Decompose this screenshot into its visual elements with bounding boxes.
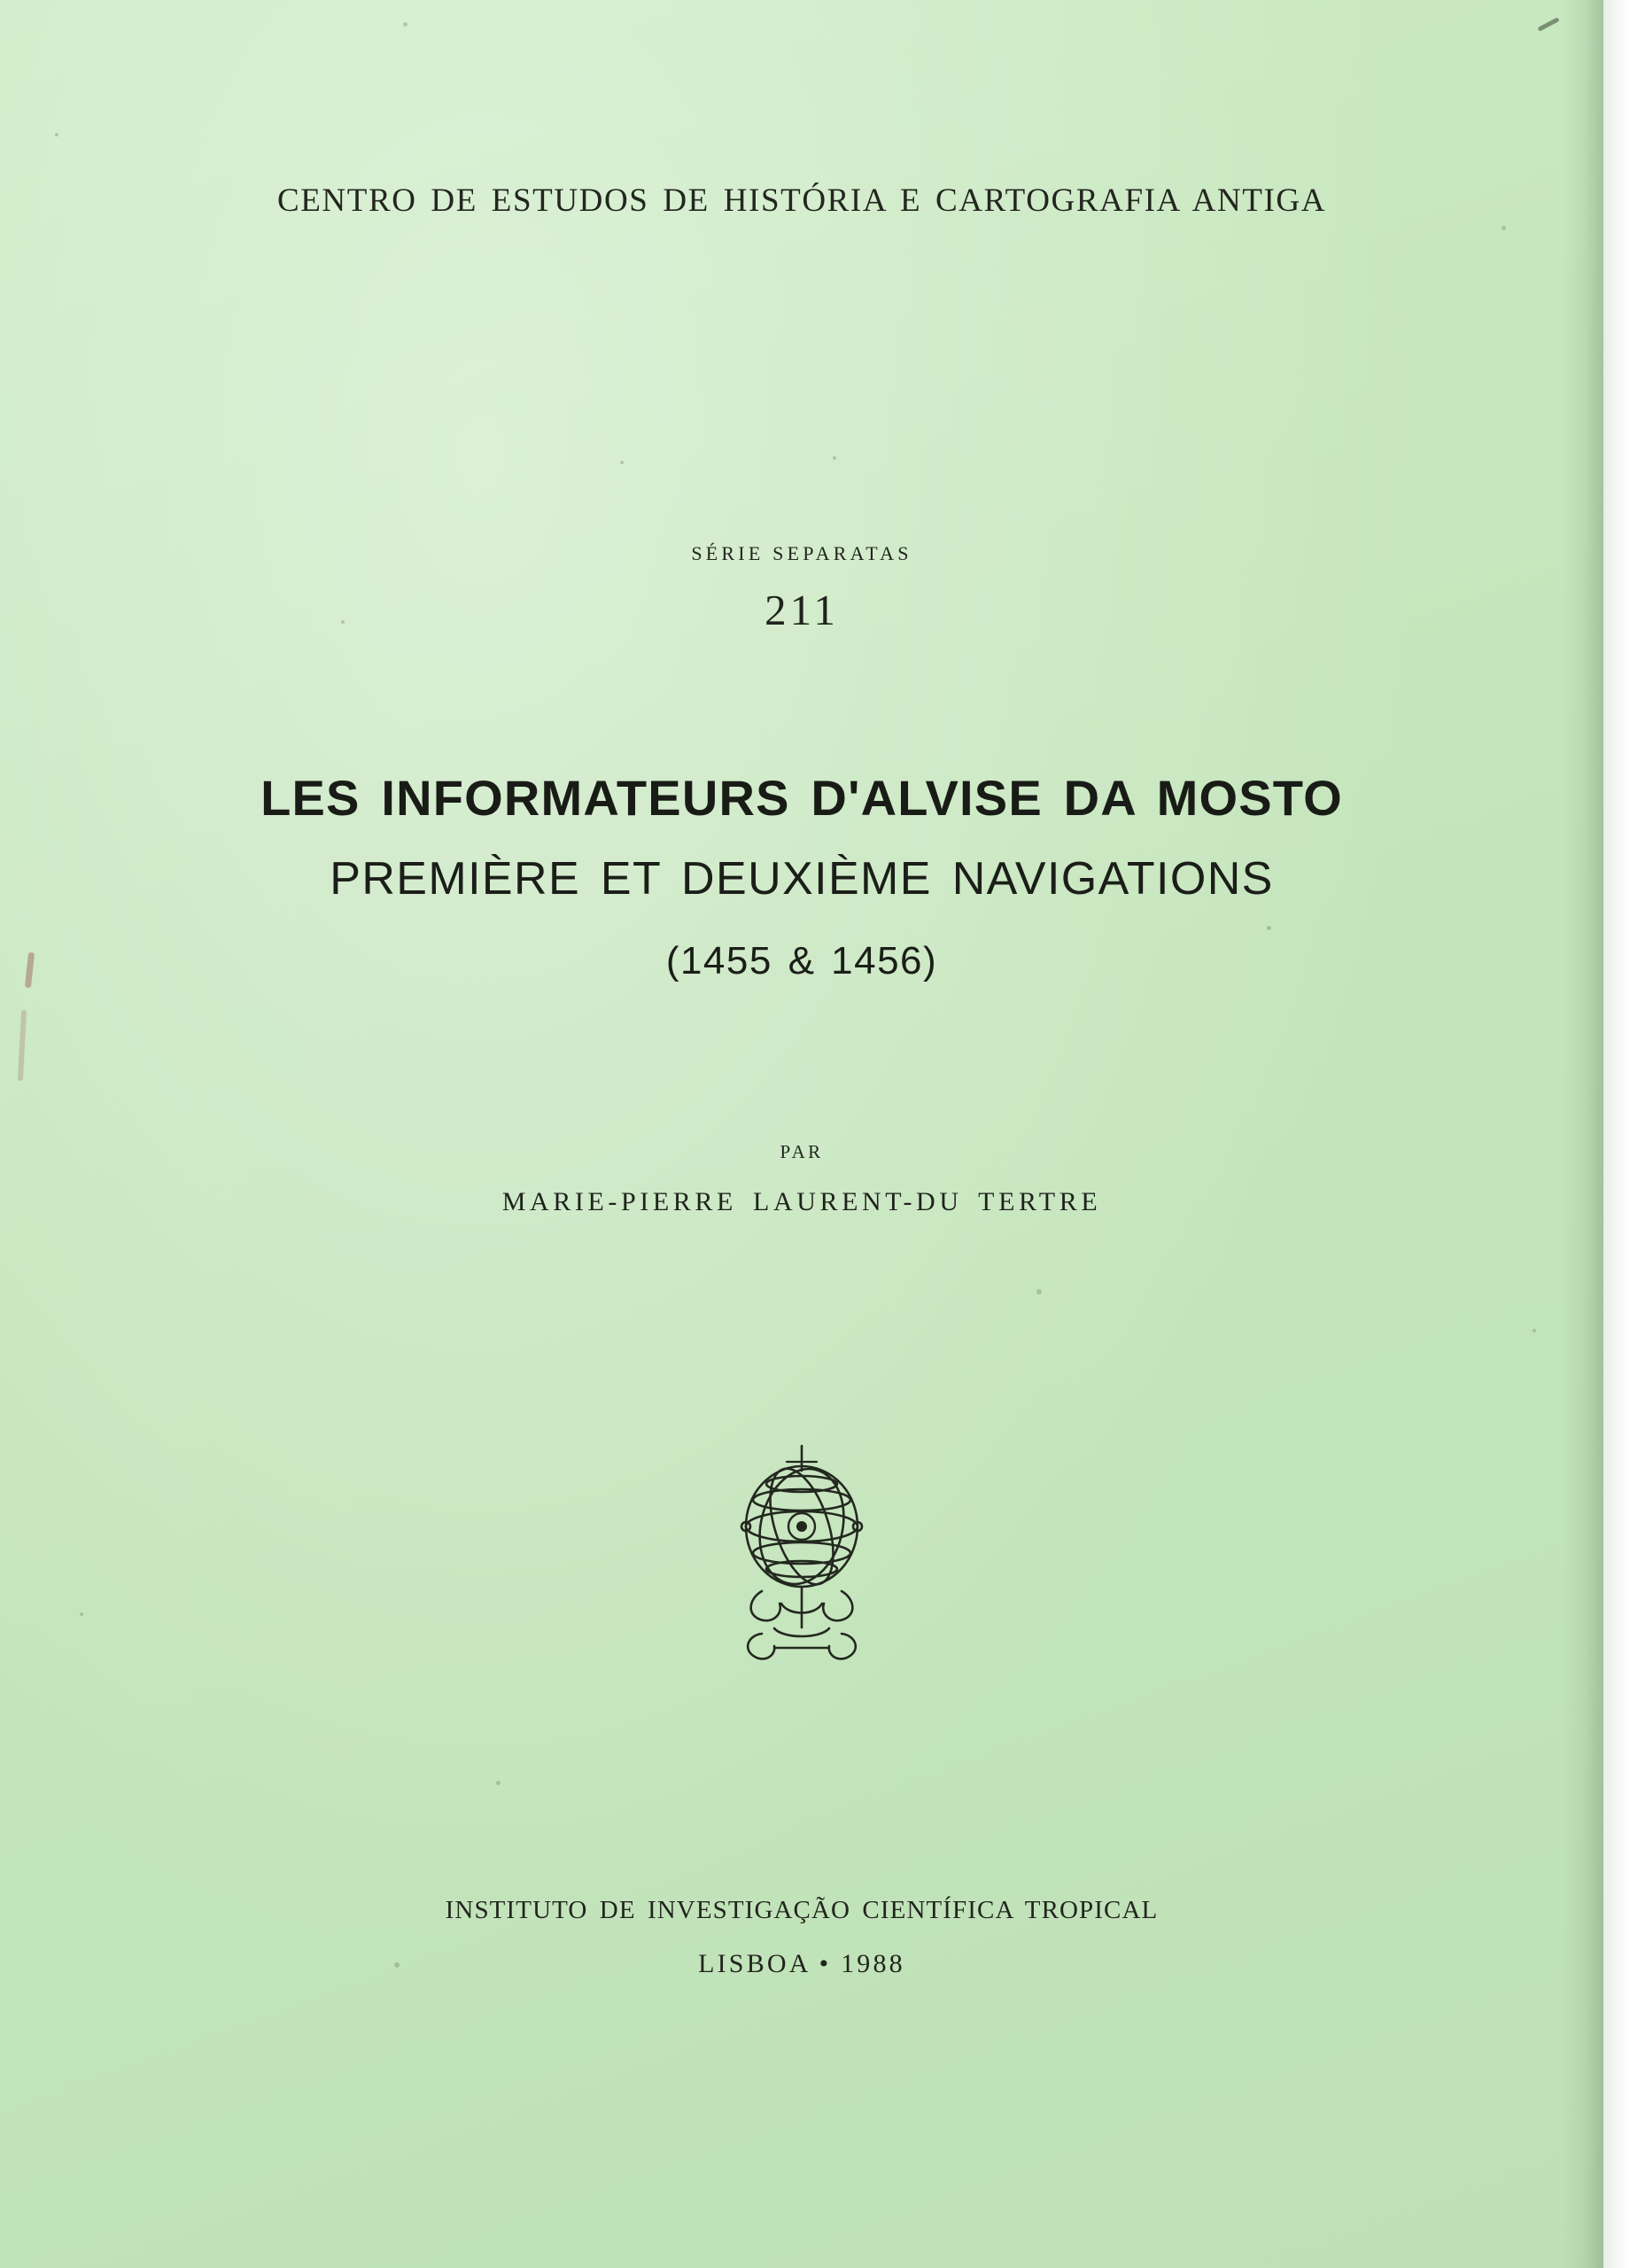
armillary-sphere-emblem: [700, 1435, 904, 1683]
paper-speck: [1533, 1329, 1536, 1332]
paper-speck: [403, 22, 408, 27]
page-title: LES INFORMATEURS D'ALVISE DA MOSTO: [260, 770, 1343, 826]
background-surface: [1603, 0, 1630, 2268]
paper-speck: [80, 1612, 83, 1616]
paper-fiber: [1537, 17, 1559, 32]
paper-speck: [55, 133, 58, 136]
imprint-publisher: INSTITUTO DE INVESTIGAÇÃO CIENTÍFICA TROPICAL: [445, 1896, 1159, 1924]
paper-speck: [1502, 226, 1506, 230]
paper-speck: [1036, 1289, 1042, 1294]
paper-speck: [496, 1781, 501, 1785]
series-number: 211: [765, 586, 839, 634]
publisher-header: CENTRO DE ESTUDOS DE HISTÓRIA E CARTOGRAFIA ANTIGA: [276, 183, 1327, 219]
imprint-place-year: LISBOA • 1988: [698, 1949, 905, 1978]
paper-speck: [1267, 926, 1271, 930]
paper-speck: [833, 456, 836, 460]
author-name: MARIE-PIERRE LAURENT-DU TERTRE: [501, 1187, 1102, 1216]
page-edge-shadow: [1563, 0, 1603, 2268]
paper-fiber: [18, 1010, 27, 1081]
by-label: PAR: [780, 1141, 824, 1162]
series-label: SÉRIE SEPARATAS: [691, 542, 912, 564]
paper-speck: [620, 461, 624, 464]
title-dates: (1455 & 1456): [665, 939, 938, 983]
page-subtitle: PREMIÈRE ET DEUXIÈME NAVIGATIONS: [330, 853, 1274, 905]
